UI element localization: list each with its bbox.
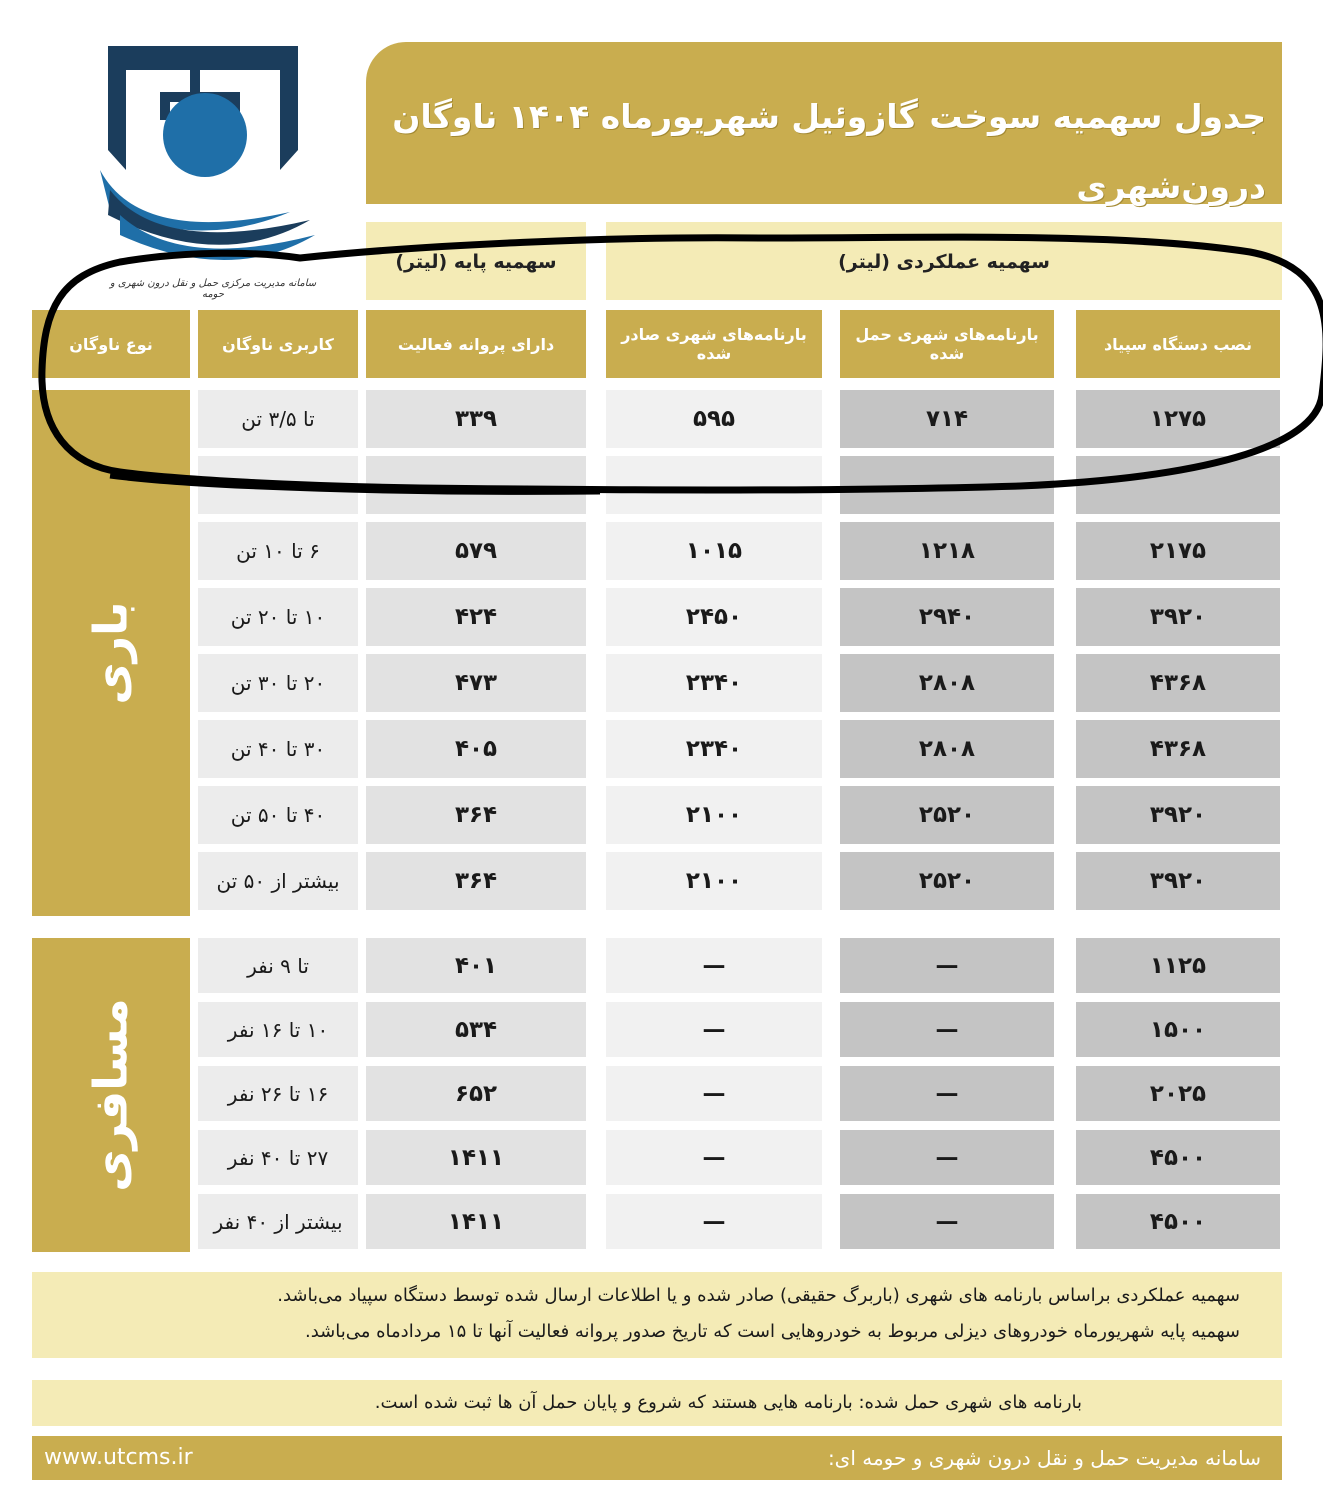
column-header-usage: کاربری ناوگان	[198, 310, 358, 378]
table-cell-license: ۶۵۲	[366, 1066, 586, 1121]
table-cell-issued: —	[606, 1130, 822, 1185]
table-cell-usage: ۲۷ تا ۴۰ نفر	[198, 1130, 358, 1185]
table-cell-carried: ۲۵۲۰	[840, 786, 1054, 844]
column-header-carried: بارنامه‌های شهری حمل شده	[840, 310, 1054, 378]
footer-org-name: سامانه مدیریت حمل و نقل درون شهری و حومه ای:	[827, 1446, 1261, 1470]
table-cell-carried: —	[840, 1194, 1054, 1249]
group-header-performance: سهمیه عملکردی (لیتر)	[606, 222, 1282, 300]
table-cell-carried: ۲۵۲۰	[840, 852, 1054, 910]
note-block-1	[32, 1272, 1282, 1358]
table-cell-sepand: ۱۵۰۰	[1076, 1002, 1280, 1057]
table-cell-sepand: ۴۳۶۸	[1076, 720, 1280, 778]
table-cell-usage: تا ۹ نفر	[198, 938, 358, 993]
table-cell-license: ۵۷۹	[366, 522, 586, 580]
table-cell-carried: —	[840, 1130, 1054, 1185]
table-cell-sepand: ۳۹۲۰	[1076, 588, 1280, 646]
page-title: جدول سهمیه سوخت گازوئیل شهریورماه ۱۴۰۴ ناوگان درون‌شهری	[392, 97, 1266, 206]
table-cell-license: ۳۶۴	[366, 786, 586, 844]
group-label-passenger-text: مسافری	[84, 998, 138, 1192]
table-cell-issued: ۱۰۱۵	[606, 522, 822, 580]
table-cell-license: ۴۰۵	[366, 720, 586, 778]
table-cell-sepand: ۲۱۷۵	[1076, 522, 1280, 580]
table-cell-issued: ۵۹۵	[606, 390, 822, 448]
table-cell-usage: ۱۰ تا ۱۶ نفر	[198, 1002, 358, 1057]
table-cell-license: ۱۴۱۱	[366, 1130, 586, 1185]
table-cell-usage: بیشتر از ۴۰ نفر	[198, 1194, 358, 1249]
hand-drawn-ellipse-annotation	[0, 0, 1323, 520]
table-cell-issued: ۲۴۵۰	[606, 588, 822, 646]
table-cell-issued: ۲۱۰۰	[606, 852, 822, 910]
table-cell-usage: بیشتر از ۵۰ تن	[198, 852, 358, 910]
table-cell-usage: ۳۰ تا ۴۰ تن	[198, 720, 358, 778]
table-cell-issued: ۲۳۴۰	[606, 654, 822, 712]
table-cell-carried: ۲۹۴۰	[840, 588, 1054, 646]
group-label-cargo-text: باری	[84, 601, 138, 705]
table-cell-usage: ۲۰ تا ۳۰ تن	[198, 654, 358, 712]
table-cell-carried: ۲۸۰۸	[840, 720, 1054, 778]
column-header-issued: بارنامه‌های شهری صادر شده	[606, 310, 822, 378]
table-cell-license: ۱۴۱۱	[366, 1194, 586, 1249]
note-line-1: سهمیه عملکردی براساس بارنامه های شهری (باربرگ حقیقی) صادر شده و یا اطلاعات ارسال شده توسط دستگاه سپیاد می‌باشد.	[277, 1285, 1240, 1306]
table-cell-license: ۴۰۱	[366, 938, 586, 993]
table-cell-carried: ۲۸۰۸	[840, 654, 1054, 712]
table-cell-sepand: ۳۹۲۰	[1076, 786, 1280, 844]
table-cell-carried: —	[840, 938, 1054, 993]
table-cell-license: ۳۶۴	[366, 852, 586, 910]
table-cell-issued: ۲۱۰۰	[606, 786, 822, 844]
table-cell-sepand: ۴۵۰۰	[1076, 1194, 1280, 1249]
table-cell-sepand: ۳۹۲۰	[1076, 852, 1280, 910]
column-header-fleet-type: نوع ناوگان	[32, 310, 190, 378]
column-header-sepand: نصب دستگاه سپیاد	[1076, 310, 1280, 378]
table-cell-usage: ۱۰ تا ۲۰ تن	[198, 588, 358, 646]
table-cell-usage: ۱۶ تا ۲۶ نفر	[198, 1066, 358, 1121]
table-cell-license: ۵۳۴	[366, 1002, 586, 1057]
logo-caption: سامانه مدیریت مرکزی حمل و نقل درون شهری و حومه	[109, 278, 317, 300]
note-line-3: بارنامه های شهری حمل شده: بارنامه هایی هستند که شروع و پایان حمل آن ها ثبت شده است.	[374, 1392, 1082, 1413]
table-cell-sepand: ۱۱۲۵	[1076, 938, 1280, 993]
group-header-base: سهمیه پایه (لیتر)	[366, 222, 586, 300]
table-cell-issued: —	[606, 1002, 822, 1057]
note-block-2	[32, 1380, 1282, 1426]
table-cell-issued: —	[606, 1194, 822, 1249]
table-cell-usage: تا ۳/۵ تن	[198, 390, 358, 448]
table-cell-carried: —	[840, 1066, 1054, 1121]
table-cell-license: ۴۷۳	[366, 654, 586, 712]
table-cell-carried: ۱۲۱۸	[840, 522, 1054, 580]
table-cell-usage: ۶ تا ۱۰ تن	[198, 522, 358, 580]
table-cell-license: ۳۳۹	[366, 390, 586, 448]
note-line-2: سهمیه پایه شهریورماه خودروهای دیزلی مربوط به خودروهایی است که تاریخ صدور پروانه فعالیت آنها تا ۱۵ مردادماه می‌باشد.	[305, 1321, 1240, 1342]
table-cell-issued: —	[606, 938, 822, 993]
table-cell-issued: ۲۳۴۰	[606, 720, 822, 778]
table-cell-sepand: ۲۰۲۵	[1076, 1066, 1280, 1121]
table-cell-sepand: ۱۲۷۵	[1076, 390, 1280, 448]
footer-url[interactable]: www.utcms.ir	[44, 1445, 193, 1470]
table-cell-carried: ۷۱۴	[840, 390, 1054, 448]
table-cell-sepand: ۴۵۰۰	[1076, 1130, 1280, 1185]
table-cell-sepand: ۴۳۶۸	[1076, 654, 1280, 712]
table-cell-issued: —	[606, 1066, 822, 1121]
group-label-passenger	[32, 938, 190, 1252]
table-cell-carried: —	[840, 1002, 1054, 1057]
table-cell-usage: ۴۰ تا ۵۰ تن	[198, 786, 358, 844]
table-cell-license: ۴۲۴	[366, 588, 586, 646]
column-header-license: دارای پروانه فعالیت	[366, 310, 586, 378]
